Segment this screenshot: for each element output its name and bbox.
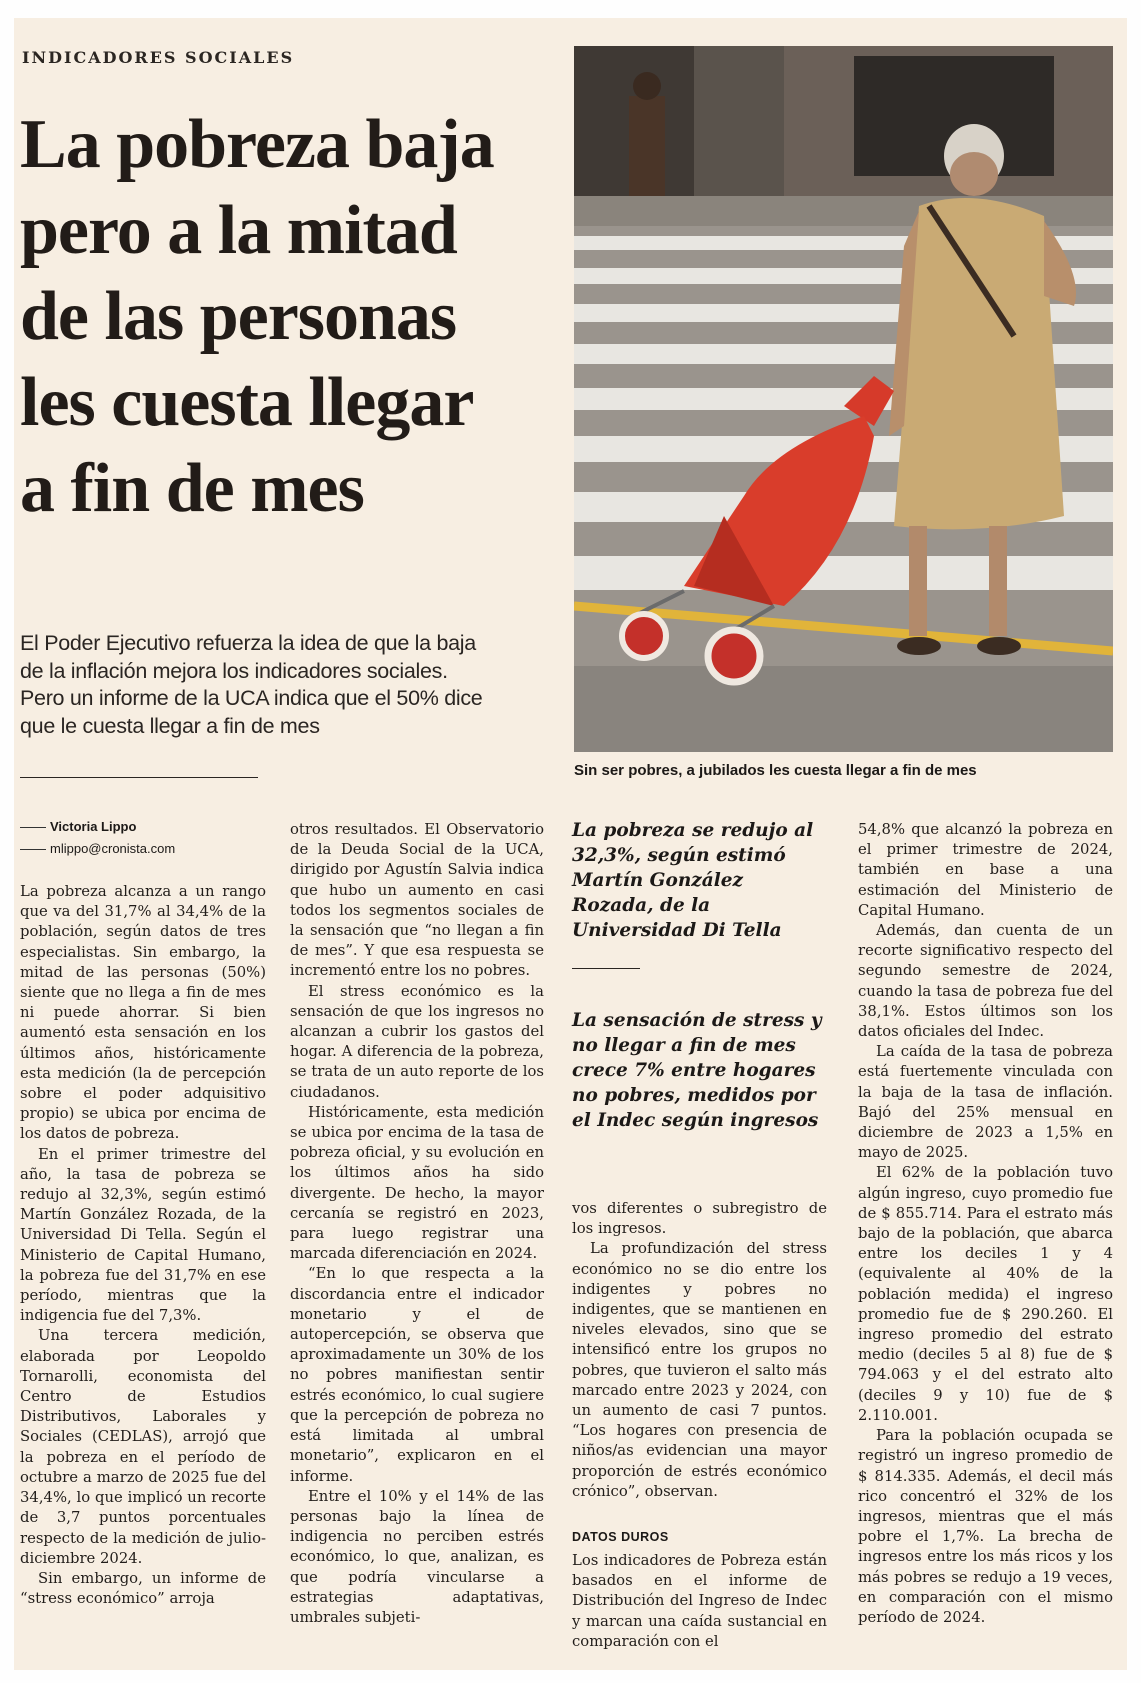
author-email: mlippo@cronista.com — [50, 841, 176, 856]
pull-quote: La sensación de stress y no llegar a fin de mes crece 7% entre hogares no pobres, medidos por el Indec según ingresos — [572, 1010, 822, 1131]
summary-line: Pero un informe de la UCA indica que el 50% dice — [20, 686, 483, 710]
article-summary — [20, 630, 520, 740]
divider — [572, 968, 640, 969]
headline-line: a fin de mes — [20, 450, 364, 527]
byline-dash — [20, 849, 46, 850]
newspaper-page — [14, 18, 1127, 1670]
paragraph: Entre el 10% y el 14% de las personas bajo la línea de indigencia no perciben estrés económico, lo que, analizan, es que podría vincularse a estrategias adaptativas, umbrales subjeti- — [290, 1487, 544, 1626]
divider — [20, 777, 258, 778]
article-column-4 — [858, 820, 1113, 1628]
paragraph: Una tercera medición, elaborada por Leopoldo Tornarolli, economista del Centro de Estudios Distributivos, Laborales y Sociales (CEDLAS), arrojó que la pobreza en el período de octubre a marzo de 2025 fue del 34,4%, lo que implicó un recorte de 3,7 puntos porcentuales respecto de la medición de julio-diciembre 2024. — [20, 1327, 266, 1567]
byline — [20, 816, 270, 860]
paragraph: En el primer trimestre del año, la tasa de pobreza se redujo al 32,3%, según estimó Martín González Rozada, de la Universidad Di Tella. Según el Ministerio de Capital Humano, la pobreza fue del 31,7% en ese período, mientras que la indigencia fue del 7,3%. — [20, 1145, 266, 1325]
article-column-2 — [290, 820, 544, 1628]
headline-line: La pobreza baja — [20, 106, 494, 183]
paragraph: vos diferentes o subregistro de los ingresos. — [572, 1200, 827, 1238]
paragraph: La caída de la tasa de pobreza está fuertemente vinculada con la baja de la tasa de inflación. Bajó del 25% mensual en diciembre de 2023 a 1,5% en mayo de 2025. — [858, 1043, 1113, 1162]
paragraph: La pobreza alcanza a un rango que va del 31,7% al 34,4% de la población, según datos de tres especialistas. Sin embargo, la mitad de las personas (50%) siente que no llega a fin de mes ni puede ahorrar. Si bien aumentó esta sensación en los últimos años, históricamente esta medición (la de percepción sobre el poder adquisitivo propio) se ubica por encima de los datos de pobreza. — [20, 883, 266, 1143]
paragraph: Históricamente, esta medición se ubica por encima de la tasa de pobreza oficial, y su evolución en los últimos años ha sido divergente. De hecho, la mayor cercanía se registró en 2023, para luego registrar una marcada diferenciación en 2024. — [290, 1103, 544, 1263]
paragraph: 54,8% que alcanzó la pobreza en el primer trimestre de 2024, también en base a una estimación del Ministerio de Capital Humano. — [858, 821, 1113, 919]
paragraph: Además, dan cuenta de un recorte significativo respecto del segundo semestre de 2024, cuando la tasa de pobreza fue del 38,1%. Estos últimos son los datos oficiales del Indec. — [858, 922, 1113, 1041]
headline-line: les cuesta llegar — [20, 364, 474, 441]
paragraph: El stress económico es la sensación de que los ingresos no alcanzan a cubrir los gastos del hogar. A diferencia de la pobreza, se trata de un auto reporte de los ciudadanos. — [290, 982, 544, 1101]
byline-dash — [20, 827, 46, 828]
paragraph: El 62% de la población tuvo algún ingreso, cuyo promedio fue de $ 855.714. Para el estrato más bajo de la población, que abarca entre los deciles 1 y 4 (equivalente al 40% de la población medida) el ingreso promedio fue de $ 290.260. El ingreso promedio del estrato medio (deciles 5 al 8) fue de $ 794.063 y el del estrato alto (deciles 9 y 10) fue de $ 2.110.001. — [858, 1164, 1113, 1424]
subhead: DATOS DUROS — [572, 1530, 669, 1544]
headline-line: pero a la mitad — [20, 192, 457, 269]
paragraph: Para la población ocupada se registró un ingreso promedio de $ 814.335. Además, el decil más rico concentró el 32% de los ingresos, mientras que el más pobre el 1,7%. La brecha de ingresos entre los más ricos y los más pobres se redujo a 19 veces, en comparación con el mismo período de 2024. — [858, 1427, 1113, 1626]
summary-line: que le cuesta llegar a fin de mes — [20, 713, 320, 738]
paragraph: “En lo que respecta a la discordancia entre el indicador monetario y el de autopercepción, se observa que aproximadamente un 30% de los no pobres manifiestan sentir estrés económico, lo cual sugiere que la percepción de pobreza no está limitada al umbral monetario”, explicaron en el informe. — [290, 1265, 544, 1485]
headline-line: de las personas — [20, 278, 457, 355]
paragraph: otros resultados. El Observatorio de la Deuda Social de la UCA, dirigido por Agustín Salvia indica que hubo un aumento en casi todos los segmentos sociales de la sensación que “no llegan a fin de mes”. Y que esa respuesta se incrementó entre los no pobres. — [290, 821, 544, 980]
article-column-1 — [20, 882, 266, 1609]
author-name: Victoria Lippo — [50, 819, 137, 834]
pull-quote: La pobreza se redujo al 32,3%, según estimó Martín González Rozada, de la Universidad Di Tella — [572, 820, 814, 941]
photo-caption: Sin ser pobres, a jubilados les cuesta llegar a fin de mes — [574, 762, 977, 779]
summary-line: El Poder Ejecutivo refuerza la idea de que la baja — [20, 631, 476, 655]
headline — [20, 102, 550, 532]
paragraph: Los indicadores de Pobreza están basados en el informe de Distribución del Ingreso de Indec y marcan una caída sustancial en comparación con el — [572, 1552, 827, 1650]
paragraph: Sin embargo, un informe de “stress económico” arroja — [20, 1569, 266, 1608]
article-column-3 — [572, 1199, 827, 1502]
paragraph: La profundización del stress económico no se dio entre los indigentes y pobres no indigentes, que se mantienen en niveles elevados, sino que se intensificó entre los grupos no pobres, que tuvieron el salto más marcado entre 2023 y 2024, con un aumento de casi 7 puntos. “Los hogares con presencia de niños/as evidencian una mayor proporción de estrés económico crónico”, observan. — [572, 1240, 827, 1500]
article-column-3-continued — [572, 1551, 827, 1652]
elderly-woman-shopping-cart-photo — [574, 46, 1113, 752]
section-label: INDICADORES SOCIALES — [22, 48, 295, 67]
summary-line: de la inflación mejora los indicadores sociales. — [20, 658, 448, 683]
